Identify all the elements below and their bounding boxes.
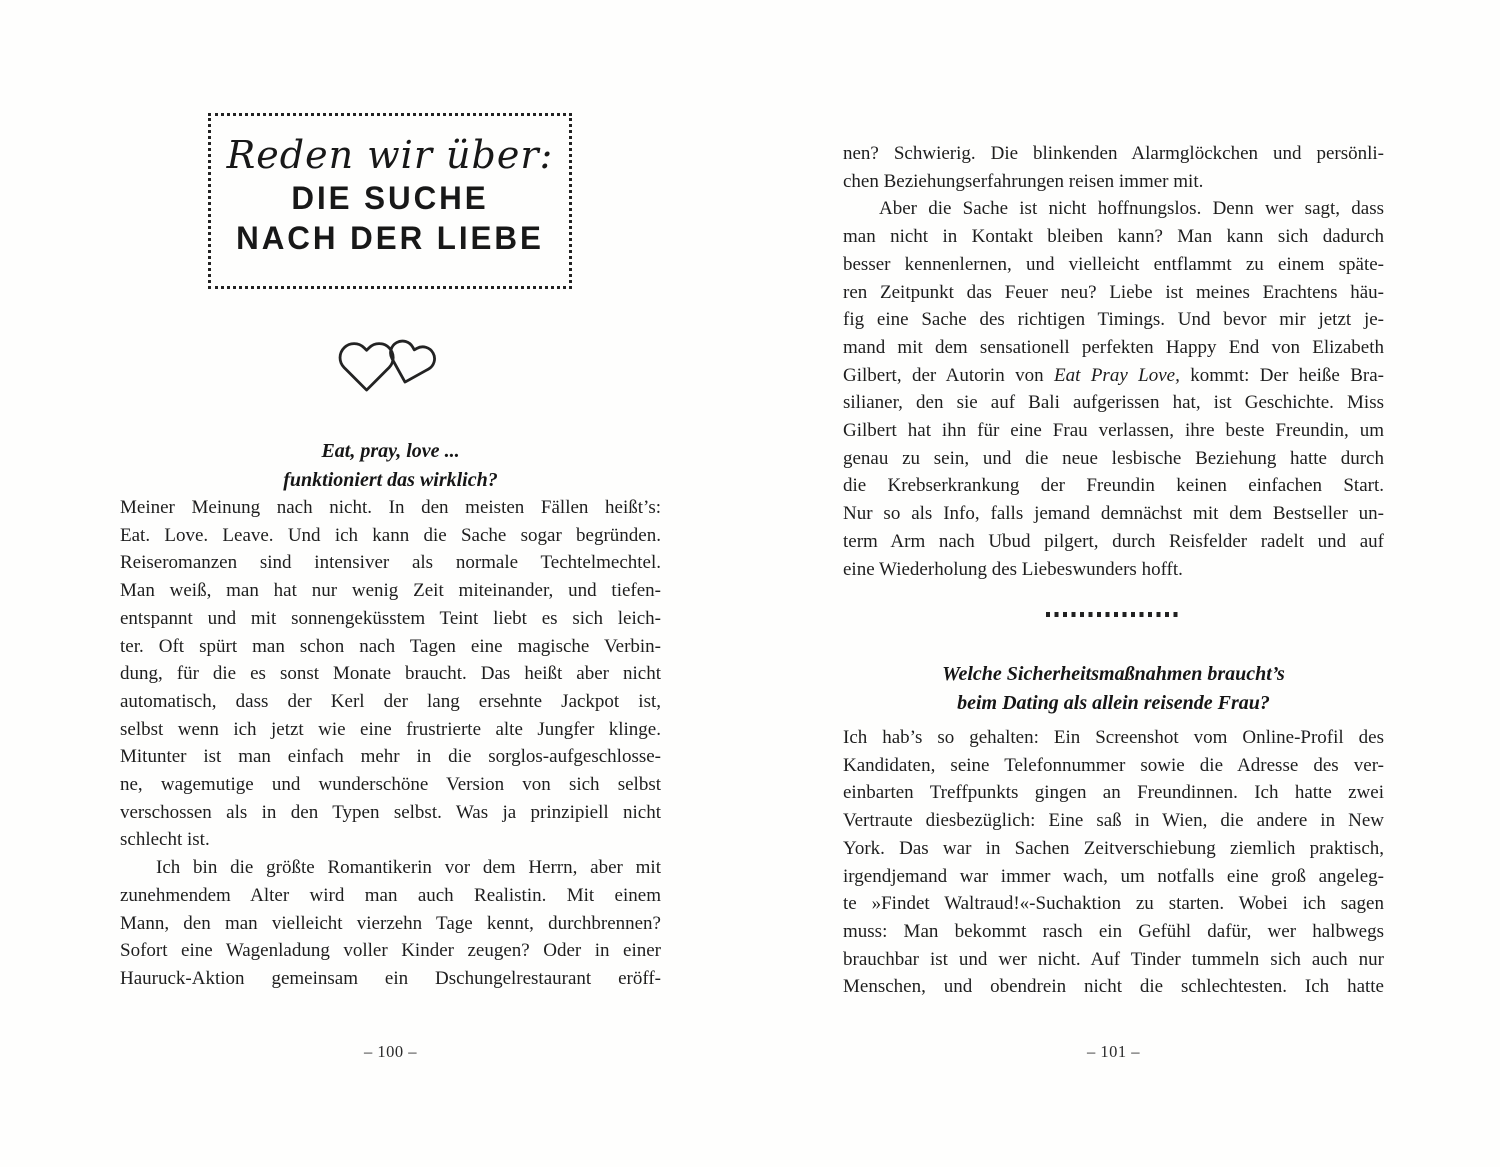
paragraph [120,854,661,993]
section-heading-line: funktioniert das wirklich? [283,468,498,491]
text-line: schlecht ist. [120,829,210,851]
text-line: term Arm nach Ubud pilgert, durch Reisfelder radelt und auf [843,530,1384,552]
text-line: einbarten Treffpunkts gingen an Freundinnen. Ich hatte zwei [843,782,1384,804]
text-line: Mann, den man vielleicht vierzehn Tage kennt, durchbrennen? [120,912,661,934]
page-left [120,0,661,1167]
text-line: mand mit dem sensationell perfekten Happy End von Elizabeth [843,336,1384,358]
text-line: automatisch, dass der Kerl der lang ersehnte Jackpot ist, [120,690,661,712]
text-line: Ich bin die größte Romantikerin vor dem Herrn, aber mit [156,857,661,879]
chapter-title-line2: NACH DER LIEBE [236,220,544,256]
text-line: ne, wagemutige und wunderschöne Version von sich selbst [120,774,661,796]
text-line: Kandidaten, seine Telefonnummer sowie die Adresse des ver- [843,754,1384,776]
text-line: Menschen, und obendrein nicht die schlechtesten. Ich hatte [843,976,1384,998]
section-heading-left [120,437,661,494]
body-text-right-bottom [843,724,1384,1001]
paragraph [843,195,1384,583]
paragraph [843,140,1384,195]
body-text-right-top [843,140,1384,583]
hearts-icon [120,328,661,429]
text-line: Ich hab’s so gehalten: Ein Screenshot vom Online-Profil des [843,727,1384,748]
text-line: zunehmendem Alter wird man auch Realistin. Mit einem [120,884,661,906]
section-heading-right [843,660,1384,717]
text-line: Mitunter ist man einfach mehr in die sorglos-aufgeschlosse- [120,746,661,768]
text-line: Sofort eine Wagenladung voller Kinder zeugen? Oder in einer [120,940,661,962]
dotted-divider [1046,612,1182,617]
chapter-title-line1: DIE SUCHE [291,180,489,216]
paragraph [843,724,1384,1001]
section-heading-line: Welche Sicherheitsmaßnahmen braucht’s [942,663,1285,685]
text-line: muss: Man bekommt rasch ein Gefühl dafür, wer halbwegs [843,920,1384,942]
paragraph [120,494,661,854]
text-line: dung, für die es sonst Monate braucht. Das heißt aber nicht [120,663,661,685]
text-line: ren Zeitpunkt das Feuer neu? Liebe ist meines Erachtens häu- [843,281,1384,303]
text-line: Gilbert, der Autorin von Eat Pray Love, kommt: Der heiße Bra- [843,364,1384,386]
text-line: ter. Oft spürt man schon nach Tagen eine magische Verbin- [120,635,661,657]
chapter-kicker: Reden wir über: [226,133,554,177]
text-line: verschossen als in den Typen selbst. Was ja prinzipiell nicht [120,801,661,823]
text-line: Aber die Sache ist nicht hoffnungslos. Denn wer sagt, dass [879,198,1384,220]
text-line: Man weiß, man hat nur wenig Zeit miteinander, und tiefen- [120,580,661,602]
text-line: besser kennenlernen, und vielleicht entflammt zu einem späte- [843,253,1384,275]
text-line: man nicht in Kontakt bleiben kann? Man kann sich dadurch [843,226,1384,248]
section-heading-line: beim Dating als allein reisende Frau? [957,691,1270,714]
text-line: Nur so als Info, falls jemand demnächst mit dem Bestseller un- [843,503,1384,525]
text-line: York. Das war in Sachen Zeitverschiebung ziemlich praktisch, [843,837,1384,859]
text-line: chen Beziehungserfahrungen reisen immer mit. [843,170,1204,192]
text-line: te »Findet Waltraud!«-Suchaktion zu starten. Wobei ich sagen [843,893,1384,915]
text-line: Gilbert hat ihn für eine Frau verlassen, ihre beste Freundin, um [843,420,1384,442]
text-line: genau zu sein, und die neue lesbische Beziehung hatte durch [843,447,1384,469]
text-line: eine Wiederholung des Liebeswunders hofft. [843,558,1183,580]
page-number-left: – 100 – [364,1042,417,1061]
section-heading-line: Eat, pray, love ... [321,440,460,462]
text-line: Eat. Love. Leave. Und ich kann die Sache sogar begründen. [120,524,661,546]
page-number-right: – 101 – [1087,1042,1140,1061]
text-line: Meiner Meinung nach nicht. In den meisten Fällen heißt’s: [120,497,661,518]
page-right [843,0,1384,1167]
text-line: entspannt und mit sonnengeküsstem Teint liebt es sich leich- [120,607,661,629]
text-line: brauchbar ist und wer nicht. Auf Tinder tummeln sich auch nur [843,948,1384,970]
text-line: fig eine Sache des richtigen Timings. Und bevor mir jetzt je- [843,309,1384,331]
text-line: irgendjemand war immer wach, um notfalls eine groß angeleg- [843,865,1384,887]
body-text-left [120,494,661,993]
text-line: selbst wenn ich jetzt wie eine frustrierte alte Jungfer klinge. [120,718,661,740]
text-line: Hauruck-Aktion gemeinsam ein Dschungelrestaurant eröff- [120,967,661,989]
text-line: nen? Schwierig. Die blinkenden Alarmglöckchen und persönli- [843,143,1384,164]
text-line: die Krebserkrankung der Freundin keinen einfachen Start. [843,475,1384,497]
text-line: silianer, den sie auf Bali aufgerissen hat, ist Geschichte. Miss [843,392,1384,414]
text-line: Vertraute diesbezüglich: Eine saß in Wien, die andere in New [843,810,1384,832]
text-line: Reiseromanzen sind intensiver als normale Techtelmechtel. [120,552,661,574]
chapter-title-box [208,113,572,289]
